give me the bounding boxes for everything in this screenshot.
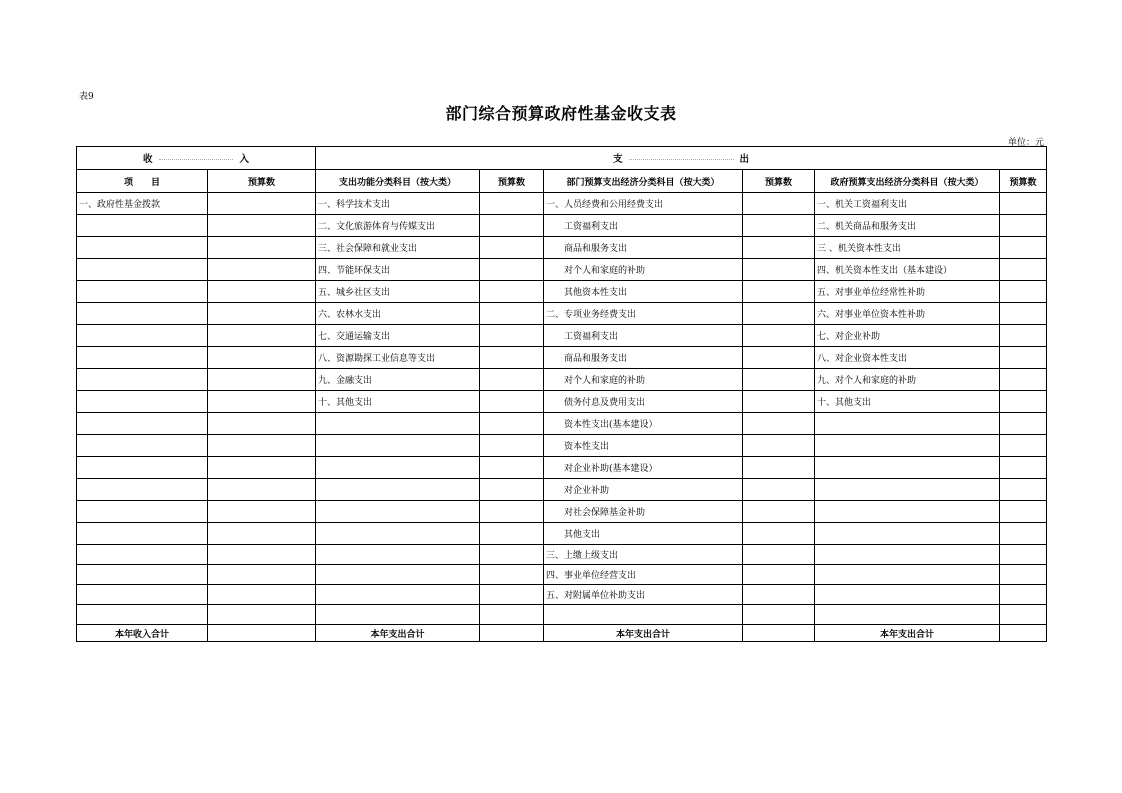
header-budget: 预算数: [480, 170, 544, 193]
gov-econ-category-item: [815, 457, 1000, 479]
table-row: [77, 545, 1047, 565]
table-row: [77, 193, 1047, 215]
table-row: [77, 565, 1047, 585]
dept-econ-category-item: 债务付息及费用支出: [544, 391, 743, 413]
totals-row: [77, 625, 1047, 642]
gov-budget-value: [1000, 585, 1047, 605]
dept-budget-value: [743, 369, 815, 391]
dept-budget-value: [743, 413, 815, 435]
function-category-item: [316, 479, 480, 501]
dept-econ-category-item: 对企业补助(基本建设）: [544, 457, 743, 479]
function-category-item: [316, 545, 480, 565]
dept-budget-value: [743, 435, 815, 457]
header-function-category: 支出功能分类科目（按大类）: [316, 170, 480, 193]
income-item: [77, 259, 208, 281]
income-budget-value: [208, 281, 316, 303]
header-item: 项 目: [77, 170, 208, 193]
function-category-item: [316, 413, 480, 435]
income-budget-value: [208, 605, 316, 625]
income-budget-value: [208, 413, 316, 435]
gov-econ-category-item: [815, 479, 1000, 501]
gov-econ-category-item: 一、机关工资福利支出: [815, 193, 1000, 215]
header-gov-econ-category: 政府预算支出经济分类科目（按大类）: [815, 170, 1000, 193]
gov-budget-value: [1000, 457, 1047, 479]
gov-econ-category-item: [815, 605, 1000, 625]
function-budget-value: [480, 325, 544, 347]
dept-econ-category-item: 其他支出: [544, 523, 743, 545]
income-item: [77, 545, 208, 565]
gov-econ-category-item: [815, 435, 1000, 457]
table-number: 表9: [79, 92, 94, 102]
dept-budget-value: [743, 347, 815, 369]
dept-econ-category-item: 四、事业单位经营支出: [544, 565, 743, 585]
table-row: [77, 369, 1047, 391]
gov-budget-value: [1000, 605, 1047, 625]
gov-budget-value: [1000, 237, 1047, 259]
gov-econ-category-item: 四、机关资本性支出（基本建设）: [815, 259, 1000, 281]
gov-total-label: 本年支出合计: [815, 625, 1000, 642]
gov-budget-value: [1000, 523, 1047, 545]
income-budget-value: [208, 565, 316, 585]
gov-budget-value: [1000, 545, 1047, 565]
dept-budget-value: [743, 259, 815, 281]
gov-budget-value: [1000, 259, 1047, 281]
income-item: [77, 501, 208, 523]
header-budget: 预算数: [208, 170, 316, 193]
gov-budget-value: [1000, 413, 1047, 435]
dept-budget-value: [743, 545, 815, 565]
income-item: [77, 435, 208, 457]
dept-budget-value: [743, 585, 815, 605]
income-item: [77, 585, 208, 605]
income-budget-value: [208, 369, 316, 391]
income-budget-value: [208, 457, 316, 479]
function-budget-value: [480, 281, 544, 303]
dept-budget-value: [743, 501, 815, 523]
budget-table: [76, 146, 1047, 642]
income-item: [77, 347, 208, 369]
income-budget-value: [208, 391, 316, 413]
header-dept-econ-category: 部门预算支出经济分类科目（按大类）: [544, 170, 743, 193]
income-total-label: 本年收入合计: [77, 625, 208, 642]
income-item: [77, 605, 208, 625]
income-item: [77, 303, 208, 325]
header-budget: 预算数: [743, 170, 815, 193]
gov-budget-value: [1000, 501, 1047, 523]
dept-econ-category-item: 资本性支出: [544, 435, 743, 457]
gov-budget-value: [1000, 325, 1047, 347]
dept-econ-category-item: 其他资本性支出: [544, 281, 743, 303]
function-budget-value: [480, 585, 544, 605]
table-row: [77, 413, 1047, 435]
income-budget-value: [208, 303, 316, 325]
function-budget-value: [480, 193, 544, 215]
dept-budget-value: [743, 281, 815, 303]
dept-econ-category-item: 对个人和家庭的补助: [544, 259, 743, 281]
income-item: [77, 281, 208, 303]
dept-econ-category-item: 一、人员经费和公用经费支出: [544, 193, 743, 215]
gov-econ-category-item: 七、对企业补助: [815, 325, 1000, 347]
income-budget-value: [208, 193, 316, 215]
dept-econ-category-item: [544, 605, 743, 625]
income-budget-value: [208, 347, 316, 369]
income-budget-value: [208, 237, 316, 259]
function-total-value: [480, 625, 544, 642]
dept-budget-value: [743, 391, 815, 413]
dept-budget-value: [743, 523, 815, 545]
table-row: [77, 325, 1047, 347]
income-budget-value: [208, 435, 316, 457]
function-category-item: 三、社会保障和就业支出: [316, 237, 480, 259]
function-budget-value: [480, 523, 544, 545]
function-budget-value: [480, 347, 544, 369]
function-category-item: 七、交通运输支出: [316, 325, 480, 347]
income-budget-value: [208, 501, 316, 523]
gov-budget-value: [1000, 281, 1047, 303]
table-row: [77, 347, 1047, 369]
income-budget-value: [208, 259, 316, 281]
function-category-item: [316, 585, 480, 605]
table-row: [77, 391, 1047, 413]
gov-budget-value: [1000, 565, 1047, 585]
dept-total-label: 本年支出合计: [544, 625, 743, 642]
function-category-item: [316, 523, 480, 545]
income-item: [77, 391, 208, 413]
function-category-item: 五、城乡社区支出: [316, 281, 480, 303]
function-budget-value: [480, 259, 544, 281]
function-total-label: 本年支出合计: [316, 625, 480, 642]
dept-econ-category-item: 对企业补助: [544, 479, 743, 501]
dept-budget-value: [743, 457, 815, 479]
gov-econ-category-item: [815, 413, 1000, 435]
dept-budget-value: [743, 303, 815, 325]
gov-budget-value: [1000, 369, 1047, 391]
column-headers: [77, 170, 1047, 193]
table-row: [77, 281, 1047, 303]
function-category-item: [316, 435, 480, 457]
gov-budget-value: [1000, 391, 1047, 413]
function-budget-value: [480, 369, 544, 391]
income-item: [77, 237, 208, 259]
function-category-item: [316, 565, 480, 585]
income-budget-value: [208, 545, 316, 565]
dept-budget-value: [743, 193, 815, 215]
dept-budget-value: [743, 605, 815, 625]
function-category-item: 六、农林水支出: [316, 303, 480, 325]
table-row: [77, 605, 1047, 625]
header-budget: 预算数: [1000, 170, 1047, 193]
income-total-value: [208, 625, 316, 642]
income-budget-value: [208, 215, 316, 237]
dept-econ-category-item: 工资福利支出: [544, 215, 743, 237]
gov-econ-category-item: 三 、机关资本性支出: [815, 237, 1000, 259]
gov-econ-category-item: [815, 523, 1000, 545]
function-budget-value: [480, 303, 544, 325]
income-item: [77, 413, 208, 435]
dept-econ-category-item: 资本性支出(基本建设）: [544, 413, 743, 435]
gov-econ-category-item: 五、对事业单位经常性补助: [815, 281, 1000, 303]
table-row: [77, 523, 1047, 545]
gov-econ-category-item: [815, 501, 1000, 523]
income-budget-value: [208, 325, 316, 347]
dept-budget-value: [743, 237, 815, 259]
dept-econ-category-item: 工资福利支出: [544, 325, 743, 347]
gov-econ-category-item: 六、对事业单位资本性补助: [815, 303, 1000, 325]
dept-econ-category-item: 五、对附属单位补助支出: [544, 585, 743, 605]
page-title: 部门综合预算政府性基金收支表: [445, 104, 677, 123]
gov-total-value: [1000, 625, 1047, 642]
table-row: [77, 501, 1047, 523]
income-item: [77, 523, 208, 545]
gov-budget-value: [1000, 215, 1047, 237]
gov-econ-category-item: 十、其他支出: [815, 391, 1000, 413]
expense-section-header: 支 出: [316, 147, 1047, 170]
dept-budget-value: [743, 479, 815, 501]
table-row: [77, 237, 1047, 259]
gov-econ-category-item: 八、对企业资本性支出: [815, 347, 1000, 369]
function-budget-value: [480, 479, 544, 501]
income-budget-value: [208, 585, 316, 605]
dept-econ-category-item: 对个人和家庭的补助: [544, 369, 743, 391]
gov-econ-category-item: 二、机关商品和服务支出: [815, 215, 1000, 237]
gov-budget-value: [1000, 193, 1047, 215]
function-budget-value: [480, 545, 544, 565]
dept-budget-value: [743, 565, 815, 585]
function-budget-value: [480, 457, 544, 479]
table-row: [77, 215, 1047, 237]
income-item: 一、政府性基金拨款: [77, 193, 208, 215]
function-budget-value: [480, 605, 544, 625]
table-row: [77, 303, 1047, 325]
function-category-item: 二、文化旅游体育与传媒支出: [316, 215, 480, 237]
function-budget-value: [480, 565, 544, 585]
income-budget-value: [208, 523, 316, 545]
income-item: [77, 215, 208, 237]
table-row: [77, 435, 1047, 457]
income-item: [77, 325, 208, 347]
dept-econ-category-item: 三、上缴上级支出: [544, 545, 743, 565]
dept-econ-category-item: 二、专项业务经费支出: [544, 303, 743, 325]
gov-econ-category-item: [815, 585, 1000, 605]
dept-budget-value: [743, 215, 815, 237]
function-category-item: [316, 605, 480, 625]
function-category-item: 八、资源勘探工业信息等支出: [316, 347, 480, 369]
dept-total-value: [743, 625, 815, 642]
function-budget-value: [480, 215, 544, 237]
gov-econ-category-item: [815, 565, 1000, 585]
dept-econ-category-item: 商品和服务支出: [544, 237, 743, 259]
function-category-item: 九、金融支出: [316, 369, 480, 391]
function-budget-value: [480, 501, 544, 523]
income-item: [77, 369, 208, 391]
gov-econ-category-item: [815, 545, 1000, 565]
table-row: [77, 457, 1047, 479]
dept-econ-category-item: 商品和服务支出: [544, 347, 743, 369]
income-budget-value: [208, 479, 316, 501]
function-budget-value: [480, 435, 544, 457]
function-category-item: 十、其他支出: [316, 391, 480, 413]
gov-budget-value: [1000, 435, 1047, 457]
income-item: [77, 479, 208, 501]
income-item: [77, 565, 208, 585]
gov-budget-value: [1000, 479, 1047, 501]
function-budget-value: [480, 391, 544, 413]
function-category-item: 一、科学技术支出: [316, 193, 480, 215]
function-category-item: [316, 457, 480, 479]
income-section-header: 收 入: [77, 147, 316, 170]
gov-econ-category-item: 九、对个人和家庭的补助: [815, 369, 1000, 391]
dept-budget-value: [743, 325, 815, 347]
gov-budget-value: [1000, 347, 1047, 369]
function-budget-value: [480, 237, 544, 259]
unit-label: 单位：元: [1007, 138, 1044, 148]
income-item: [77, 457, 208, 479]
gov-budget-value: [1000, 303, 1047, 325]
function-category-item: [316, 501, 480, 523]
dept-econ-category-item: 对社会保障基金补助: [544, 501, 743, 523]
function-budget-value: [480, 413, 544, 435]
table-row: [77, 259, 1047, 281]
table-row: [77, 479, 1047, 501]
function-category-item: 四、节能环保支出: [316, 259, 480, 281]
table-row: [77, 585, 1047, 605]
